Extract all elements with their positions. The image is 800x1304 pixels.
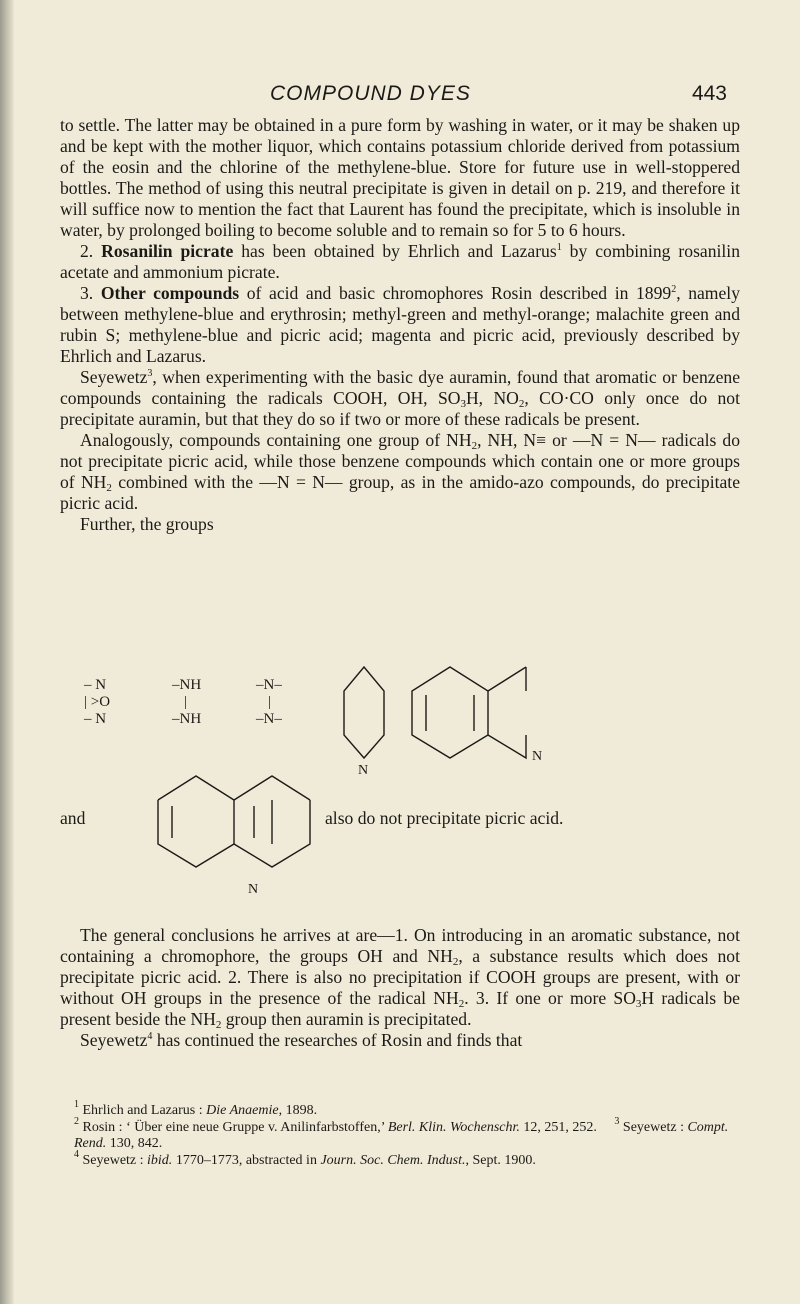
- paragraph-continuation: to settle. The latter may be obtained in a pure form by washing in water, or it may be shaken up and be kept with the mother liquor, which contains potassium chloride derived from potassium of the eosin and the chlorine of the methylene-blue. Store for future use in well-stoppered bottles. The method of using this neutral precipitate is given in detail on p. 219, and therefore it will suffice now to mention the fact that Laurent has found the precipitate, which is insoluble in water, by prolonged boiling to become soluble and to remain so for 5 to 6 hours.: [60, 115, 740, 240]
- footnote-number: 4: [74, 1148, 79, 1160]
- item-number: 3.: [80, 283, 94, 303]
- formula-line: – N: [84, 711, 107, 727]
- footnote-4: [60, 1148, 740, 1170]
- formula-line: – N: [84, 677, 107, 693]
- formula-line: –N–: [256, 711, 282, 727]
- and-label: and: [60, 808, 86, 828]
- acridine-n-label: N: [248, 882, 259, 897]
- footnote-citation: Berl. Klin. Wochenschr.: [387, 1119, 520, 1135]
- item-number: 2.: [80, 241, 94, 261]
- diimine-group-formula: [256, 677, 282, 728]
- author-name: Seyewetz: [80, 367, 148, 387]
- footnote-text: , Sept. 1900.: [465, 1152, 536, 1168]
- formula-line: –N–: [256, 677, 282, 693]
- book-spine-shadow: [0, 0, 14, 1304]
- subscript: 2: [518, 398, 525, 410]
- also-text: also do not precipitate picric acid.: [325, 808, 564, 828]
- paragraph-text: by combining rosanilin acetate and ammonium picrate.: [60, 241, 740, 282]
- subscript: 2: [215, 1019, 222, 1031]
- subscript: 2: [452, 956, 459, 968]
- paragraph-seyewetz-continued: [60, 1030, 740, 1051]
- paragraph-text: H, NO: [465, 388, 519, 408]
- subscript: 2: [106, 482, 112, 494]
- paragraph-analogously: [60, 430, 740, 514]
- footnote-citation: Journ. Soc. Chem. Indust.: [320, 1152, 466, 1168]
- paragraph-text: . 3. If one or more SO: [464, 988, 636, 1008]
- acridine-ring-diagram: [156, 774, 326, 870]
- paragraph-text: The general conclusions he arrives at are—1. On introducing in an aromatic substance, not containing a chromophore, the groups OH and NH: [60, 925, 740, 966]
- paragraph-text: , NH, N≡ or —N = N— radicals do not precipitate picric acid, while those benzene compounds which contain one or more groups of NH: [60, 430, 740, 492]
- footnote-2: [60, 1115, 740, 1153]
- author-name: Seyewetz: [80, 1030, 148, 1050]
- footnote-number: 2: [74, 1115, 79, 1127]
- azoxy-group-formula: [84, 677, 110, 728]
- chemical-groups-figure: [60, 665, 740, 785]
- footnote-ref[interactable]: 4: [147, 1031, 153, 1042]
- pyridine-n-label: N: [358, 763, 369, 778]
- page-number: 443: [691, 82, 727, 105]
- paragraph-text: of acid and basic chromophores Rosin described in 1899: [239, 283, 672, 303]
- paragraph-text: Analogously, compounds containing one group of NH: [80, 430, 472, 450]
- item-heading: Rosanilin picrate: [101, 241, 234, 261]
- formula-line: |: [268, 694, 272, 710]
- formula-line: –NH: [172, 711, 202, 727]
- subscript: 2: [471, 440, 478, 452]
- main-text: [60, 115, 740, 535]
- subscript: 3: [635, 998, 642, 1010]
- paragraph-text: combined with the —N = N— group, as in the amido-azo compounds, do precipitate picric acid.: [60, 472, 741, 513]
- paragraph-text: , when experimenting with the basic dye auramin, found that aromatic or benzene compounds containing the radicals COOH, OH, SO: [60, 367, 740, 408]
- pyridine-ring-diagram: [342, 665, 386, 760]
- footnote-text: 12, 251, 252.: [519, 1119, 597, 1135]
- subscript: 2: [458, 998, 465, 1010]
- footnote-1: [60, 1099, 740, 1120]
- formula-line: |: [184, 694, 188, 710]
- hydrazo-group-formula: [172, 677, 201, 728]
- paragraph-text: has been obtained by Ehrlich and Lazarus: [233, 241, 557, 261]
- footnote-citation: ibid.: [147, 1152, 173, 1168]
- paragraph-general-conclusions: [60, 925, 740, 1030]
- paragraph-text: H radicals be present beside the NH: [60, 988, 740, 1029]
- paragraph-text: , CO·CO only once do not precipitate auramin, but that they do so if two or more of these radicals be present.: [60, 388, 740, 429]
- paragraph-text: has continued the researches of Rosin and finds that: [152, 1030, 523, 1050]
- footnote-text: Seyewetz :: [79, 1152, 148, 1168]
- quinoline-n-label: N: [532, 749, 543, 764]
- quinoline-ring-diagram: [410, 665, 532, 760]
- footnote-number: 3: [614, 1115, 620, 1127]
- formula-line: –NH: [172, 677, 202, 693]
- paragraph-other-compounds: [60, 283, 740, 367]
- footnotes: [60, 1099, 740, 1169]
- footnote-text: 130, 842.: [106, 1136, 163, 1152]
- footnote-text: 1770–1773, abstracted in: [172, 1152, 321, 1168]
- footnote-citation: Die Anaemie: [206, 1103, 279, 1118]
- footnote-citation: Compt. Rend.: [74, 1119, 729, 1152]
- paragraph-further: Further, the groups: [80, 514, 214, 534]
- item-heading: Other compounds: [100, 283, 240, 303]
- footnote-ref[interactable]: 2: [671, 284, 677, 295]
- footnote-ref[interactable]: 3: [147, 368, 153, 379]
- footnote-text: Rosin : ‘ Über eine neue Gruppe v. Anilinfarbstoffen,’: [79, 1119, 388, 1135]
- footnote-number: 1: [74, 1099, 79, 1110]
- conclusions-text: [60, 925, 740, 1051]
- formula-line: | >O: [84, 694, 111, 710]
- running-title: COMPOUND DYES: [270, 82, 471, 105]
- footnote-text: Seyewetz :: [619, 1119, 688, 1135]
- footnote-ref[interactable]: 1: [556, 242, 562, 253]
- paragraph-text: group then auramin is precipitated.: [221, 1009, 472, 1029]
- subscript: 3: [460, 398, 466, 410]
- paragraph-text: , namely between methylene-blue and erythrosin; methyl-green and methyl-orange; malachite green and rubin S; methylene-blue and picric acid; magenta and picric acid, previously described by Ehrlich and Lazarus.: [60, 283, 740, 366]
- paragraph-text: , a substance results which does not precipitate picric acid. 2. There is also no precipitation if COOH groups are present, with or without OH groups in the presence of the radical NH: [60, 946, 740, 1008]
- page-header: [60, 82, 755, 112]
- paragraph-seyewetz-auramin: [60, 367, 740, 430]
- paragraph-rosanilin-picrate: [60, 241, 740, 283]
- footnote-text: Ehrlich and Lazarus :: [79, 1103, 207, 1118]
- footnote-text: , 1898.: [278, 1103, 318, 1118]
